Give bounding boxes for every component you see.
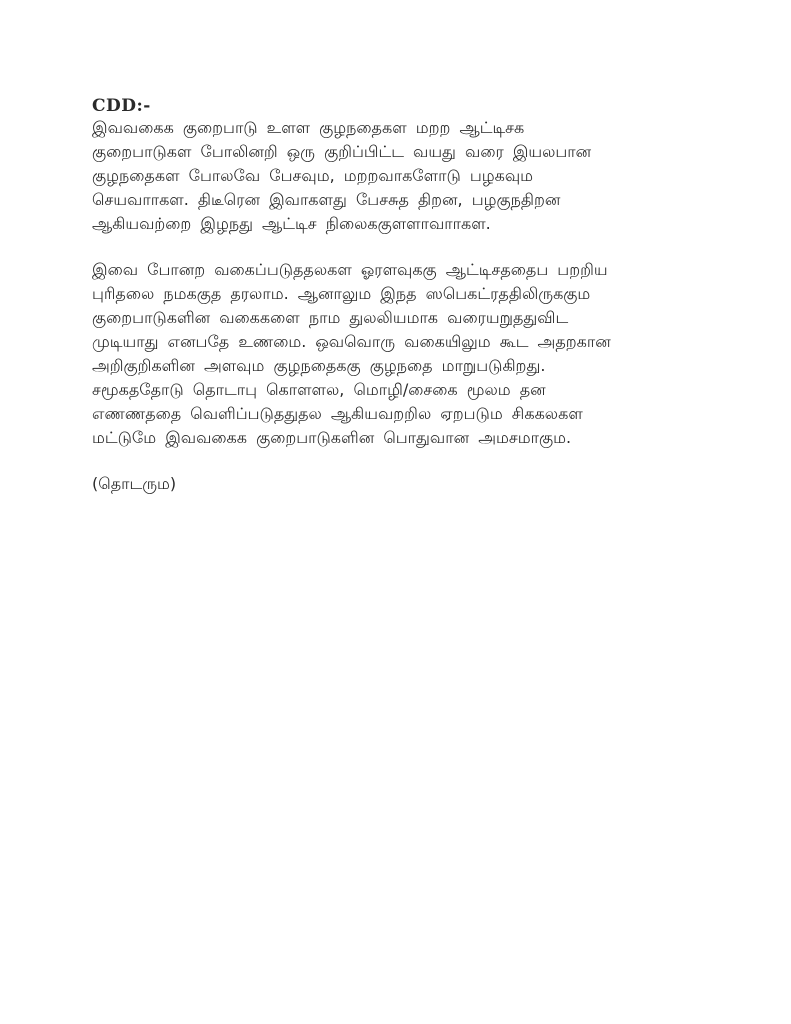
- paragraph-line: செயவாாகள. திடீரென இவாகளது பேசசுத திறன, பழகுநதிறன: [92, 190, 561, 209]
- paragraph-line: குறைபாடுகள போலினறி ஒரு குறிப்பிட்ட வயது வரை இயலபான: [92, 142, 592, 161]
- section-heading: CDD:-: [92, 96, 151, 116]
- paragraph-line: சமூகததோடு தொடாபு கொளளல, மொழி/சைகை மூலம தன: [92, 380, 546, 399]
- paragraph-line: குழநதைகள போலவே பேசவும, மறறவாகளோடு பழகவும: [92, 166, 534, 185]
- paragraph-line: முடியாது எனபதே உணமை. ஒவவொரு வகையிலும கூட அதறகான: [92, 332, 611, 351]
- paragraph-line: எணணததை வெளிப்படுததுதல ஆகியவறறில ஏறபடும சிககலகள: [92, 404, 583, 423]
- paragraph-line: இவவகைக குறைபாடு உளள குழநதைகள மறற ஆட்டிசக: [92, 118, 525, 137]
- paragraph-line: புரிதலை நமககுத தரலாம. ஆனாலும இநத ஸபெகட்ரததிலிருககும: [92, 284, 591, 303]
- to-be-continued-note: (தொடரும): [92, 474, 177, 493]
- document-page: [92, 96, 772, 496]
- paragraph-2: [92, 258, 772, 450]
- paragraph-line: மட்டுமே இவவகைக குறைபாடுகளின பொதுவான அமசமாகும.: [92, 428, 572, 447]
- paragraph-line: அறிகுறிகளின அளவும குழநதைககு குழநதை மாறுபடுகிறது.: [92, 356, 546, 375]
- paragraph-line: குறைபாடுகளின வகைகளை நாம துலலியமாக வரையறுததுவிட: [92, 308, 569, 327]
- paragraph-1: [92, 116, 772, 236]
- paragraph-line: ஆகியவற்றை இழநது ஆட்டிச நிலைககுளளாவாாகள.: [92, 214, 491, 233]
- paragraph-line: இவை போனற வகைப்படுததலகள ஓரளவுககு ஆட்டிசததைப பறறிய: [92, 260, 608, 279]
